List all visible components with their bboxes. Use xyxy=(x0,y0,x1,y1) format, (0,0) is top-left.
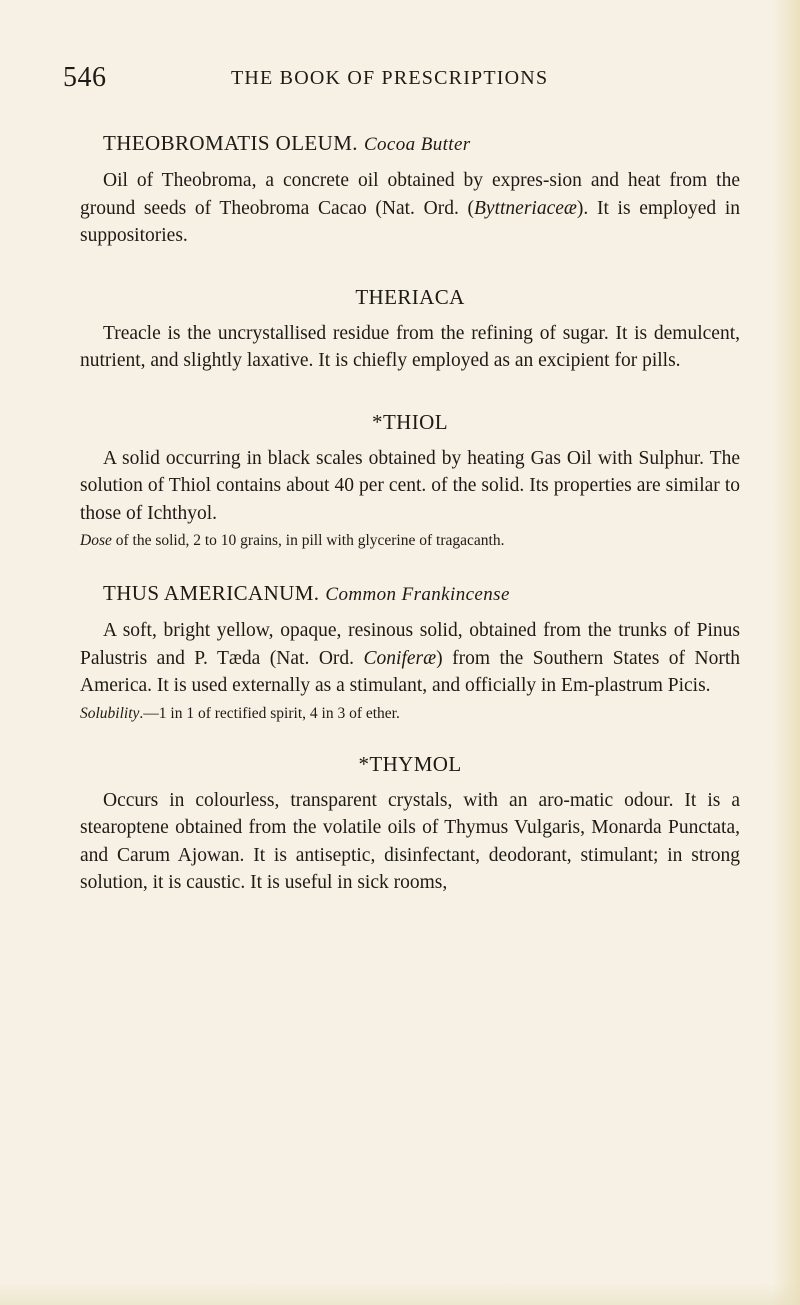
entry-body: Treacle is the uncrystallised residue from the refining of sugar. It is demulcent, nutrient, and slightly laxative. It is chiefly employed as an excipient for pills. xyxy=(80,322,740,371)
entry-thiol xyxy=(80,409,740,553)
entry-body-text-end: ). It is employed in suppositories. xyxy=(80,197,741,246)
entry-theriaca xyxy=(80,284,740,375)
page-edge-shadow xyxy=(772,0,800,1305)
note-label: Dose xyxy=(80,532,112,549)
entry-thus-americanum xyxy=(80,580,740,725)
entry-title xyxy=(80,580,740,608)
entry-title xyxy=(80,130,740,158)
note-text: of the solid, 2 to 10 grains, in pill with glycerine of tragacanth. xyxy=(111,532,505,549)
entry-title-text: THUS AMERICANUM. xyxy=(103,581,320,605)
running-head: THE BOOK OF PRESCRIPTIONS xyxy=(231,67,549,89)
page-bottom-shadow xyxy=(0,1283,800,1305)
entry-thymol xyxy=(80,751,740,897)
entry-title: *THIOL xyxy=(372,409,448,434)
entry-body: A solid occurring in black scales obtained by heating Gas Oil with Sulphur. The solution of Thiol contains about 40 per cent. of the solid. Its properties are similar to those of Ichthyol. xyxy=(80,447,740,524)
page-header xyxy=(63,62,743,98)
entry-common-name: Common Frankincense xyxy=(325,584,510,605)
entry-body-text: Oil of Theobroma, a concrete oil obtained by expres-sion and heat from the ground seeds of Theobroma Cacao (Nat. Ord. xyxy=(80,170,740,219)
note-label: Solubility xyxy=(80,704,140,722)
entry-common-name: Cocoa Butter xyxy=(363,134,471,155)
entry-title: THERIACA xyxy=(355,284,465,309)
entry-dose-note xyxy=(80,530,740,552)
entry-solubility-note xyxy=(80,703,740,725)
page-content xyxy=(80,130,740,897)
entry-title: *THYMOL xyxy=(358,751,462,776)
entry-body: Oil of Theobroma, a concrete oil obtained by expres-sion and heat from the ground seeds of Theobroma Cacao (Nat. Ord. (Byttneriaceæ). It is employed in suppositories. xyxy=(80,170,741,246)
entry-body-italic: Coniferæ xyxy=(363,647,437,669)
entry-body: Occurs in colourless, transparent crystals, with an aro-matic odour. It is a stearoptene obtained from the volatile oils of Thymus Vulgaris, Monarda Punctata, and Carum Ajowan. It is antiseptic, disinfectant, deodorant, stimulant; in strong solution, it is caustic. It is useful in sick rooms, xyxy=(80,789,740,893)
entry-body-text: A soft, bright yellow, opaque, resinous solid, obtained from the trunks of Pinus Palustris and P. Tæda (Nat. Ord. xyxy=(80,620,740,669)
page-number: 546 xyxy=(63,62,107,93)
entry-body xyxy=(80,617,740,700)
entry-body-italic: Byttneriaceæ xyxy=(474,197,577,219)
entry-title-text: THEOBROMATIS OLEUM. xyxy=(103,131,358,155)
entry-body-text-end: ) from the Southern States of North America. It is used externally as a stimulant, and officially in Em-plastrum Picis. xyxy=(80,647,741,696)
note-text: .—1 in 1 of rectified spirit, 4 in 3 of ether. xyxy=(139,704,400,722)
entry-theobromatis-oleum xyxy=(80,130,740,250)
